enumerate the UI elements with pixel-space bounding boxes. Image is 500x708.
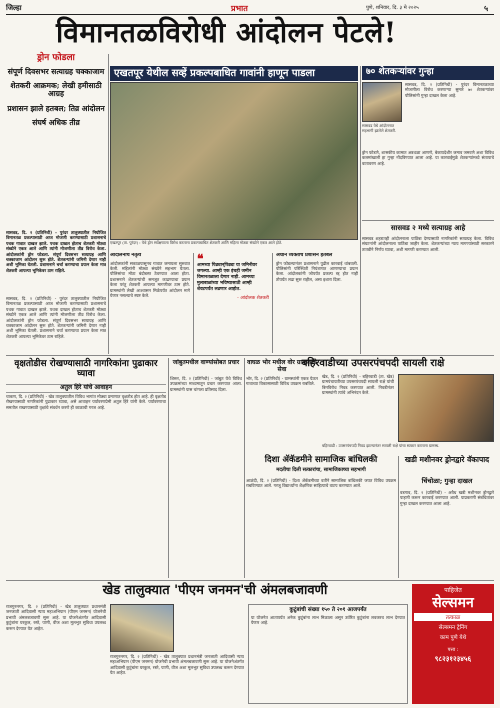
article3-headline: जांबुतमधील वाण्यांसोबत प्रचार (172, 359, 240, 366)
vrule-2 (360, 66, 361, 354)
right-rule (362, 220, 494, 221)
article8-box (248, 604, 408, 704)
article8-body: राजगुरुनगर, दि. २ (प्रतिनिधी) - खेड तालुक्यात प्रधानमंत्री जनजाती आदिवासी न्याय महाअभियान (पीएम जनमन) योजनेची प्रभावी अंमलबजावणी सुरू आहे. या योजनेअंतर्गत आदिवासी कुटुंबांना घरकुल, रस्ते, पाणी, वीज अशा मूलभूत सुविधा उपलब्ध करून देण्यात येत आहेत. (6, 604, 106, 631)
main-photo-caption: एखतपूर (ता. पुरंदर) : येथे ड्रोन सर्वेक्षणाला विरोध करताना प्रकल्पबाधित शेतकरी आणि महिला मोठ्या संख्येने एकत्र आले होते. (110, 240, 283, 245)
article8-box-body: या योजनेत आतापर्यंत अनेक कुटुंबांना लाभ मिळाला असून उर्वरित कुटुंबांना लवकरच लाभ देण्यात येणार आहे. (251, 615, 405, 626)
banner-headline: एखतपूर येथील सव्हें प्रकल्पबाधित गावांनी हाणून पाडला (110, 66, 358, 81)
section-label: जिल्हा (6, 4, 22, 12)
quote-mark-icon: ❝ (197, 252, 204, 266)
right-side-caption: सासवड येथे आंदोलनात सहभागी झालेले शेतकरी. (362, 123, 397, 133)
quote-attribution: - आंदोलक शेतकरी (237, 296, 269, 301)
article2-body: चाकण, दि. २ (प्रतिनिधी) - खेड तालुक्यातील विविध भागांत मोठ्या प्रमाणात वृक्षतोड होत आहे. ही वृक्षतोड रोखण्यासाठी नागरिकांनी पुढाकार घ्यावा, असे आवाहन पर्यावरणप्रेमी अतुल हिरे यांनी केले. पर्यावरणाचा समतोल राखण्यासाठी वृक्षांचे संवर्धन करणे ही काळाची गरज आहे. (6, 394, 166, 410)
article5-headline: बहिरवाडीच्या उपसरपंचपदी सायली राक्षे (301, 358, 445, 369)
right-box-title: ७० शेतकऱ्यांवर गुन्हा (362, 66, 494, 80)
article6-headline: दिशा ॲकॅडमीने सामाजिक बांधिलकी (264, 455, 378, 465)
quote-box (193, 253, 273, 353)
article5-body: खेड, दि. २ (प्रतिनिधी) - बहिरवाडी (ता. खेड) ग्रामपंचायतीच्या उपसरपंचपदी सायली राक्षे यांची बिनविरोध निवड करण्यात आली. निवडीनंतर ग्रामस्थांनी त्यांचे अभिनंदन केले. (322, 374, 394, 396)
vrule-4 (244, 358, 245, 578)
article7-subline: चिंचोळा; गुन्हा दाखल (421, 477, 473, 485)
main-photo (110, 82, 358, 240)
main-headline: विमानतळविरोधी आंदोलन पेटले! (56, 16, 397, 49)
col1-label-farmers: शेतकरी आक्रमक; लेखी हमीसाठी आग्रह (10, 81, 102, 99)
article8-headline: खेड तालुक्यात 'पीएम जनमन'ची अंमलबजावणी (102, 583, 328, 598)
middle-col-body-1 (110, 253, 190, 353)
article5-photo (398, 374, 494, 442)
right-box-intro: सासवड, दि. २ (प्रतिनिधी) - पुरंदर विमानतळाच्या मोजणीला विरोध करणाऱ्या सुमारे ७० शेतकऱ्यांवर पोलिसांनी गुन्हा दाखल केला आहे. (405, 82, 494, 98)
article2-byline: अतुल हिरे यांचे आवाहन (6, 384, 166, 393)
right-sub-body: सासवड शहरातही आंदोलनाला पाठिंबा देण्यासाठी नागरिकांनी सत्याग्रह केला. विविध संघटनांनी आंदोलनाला पाठिंबा जाहीर केला. शेतकऱ्यांच्या न्याय मागण्यांसाठी सरकारने तातडीने निर्णय घ्यावा, अशी मागणी करण्यात आली. (362, 236, 494, 252)
article6-subline: मदतीचा दिली सत्कारांचा, सामाजिकाच्या सहभागी (276, 467, 366, 473)
page-number: ५ (484, 4, 489, 13)
date-line: पुणे, शनिवार, दि. ३ मे २०२५ (366, 5, 419, 11)
article6-body: आळंदी, दि. २ (प्रतिनिधी) - दिशा ॲकॅडमीच्या वतीने सामाजिक बांधिलकी जपत विविध उपक्रम राबविण्यात आले. गरजू विद्यार्थ्यांना शैक्षणिक साहित्याचे वाटप करण्यात आले. (246, 478, 396, 489)
ad-phone: ९८२३१२३४५६ (434, 655, 472, 664)
ad-line3: काम पुणे येथे (439, 635, 467, 642)
quote-text: आमच्या पिढ्यान्‌पिढ्या या जमिनीवर जगल्या. आम्ही एक इंचही जमीन विमानतळाला देणार नाही. आमच्या मुलाबाळांच्या भविष्यासाठी आम्ही शेवटपर्यंत लढणार आहोत. (197, 263, 257, 292)
vrule-3 (168, 358, 169, 578)
middle-col-text: आंदोलकांनी सकाळपासूनच गावात जमायला सुरुवात केली. महिलांनी मोठ्या संख्येने सहभाग घेतला. पोलिसांचा मोठा बंदोबस्त ठेवण्यात आला होता. प्रशासनाने शेतकऱ्यांची समजूत काढण्याचा प्रयत्न केला परंतु शेतकरी आपल्या मागणीवर ठाम होते. ग्रामस्थांनी लेखी आश्वासन मिळेपर्यंत आंदोलन मागे घेणार नसल्याचे स्पष्ट केले. (110, 260, 190, 298)
brand-logo: प्रभात (231, 3, 248, 13)
article7-body: वडगाव, दि. २ (प्रतिनिधी) - अवैध खडी मशीनवर ड्रोनद्वारे पाहणी करून कारवाई करण्यात आली. याप्रकरणी संबंधितांवर गुन्हा दाखल करण्यात आला आहे. (400, 490, 494, 506)
ad-line1: तत्काळ (414, 613, 492, 621)
article5-photo-caption: बहिरवाडी : उपसरपंचपदी निवड झाल्यानंतर सायली राक्षे यांचा सत्कार करताना ग्रामस्थ. (322, 443, 440, 448)
middle-col-heading: आंदोलनाचे नेतृत्व (110, 253, 142, 258)
article3-body: शिरूर, दि. २ (प्रतिनिधी) - जांबुत येथे विविध उपक्रमांच्या माध्यमातून प्रचार करण्यात आला. ग्रामस्थांनी यास चांगला प्रतिसाद दिला. (170, 376, 242, 392)
article8-body-cont: राजगुरुनगर, दि. २ (प्रतिनिधी) - खेड तालुक्यात प्रधानमंत्री जनजाती आदिवासी न्याय महाअभियान (पीएम जनमन) योजनेची प्रभावी अंमलबजावणी सुरू आहे. या योजनेअंतर्गत आदिवासी कुटुंबांना घरकुल, रस्ते, पाणी, वीज अशा मूलभूत सुविधा उपलब्ध करून देण्यात येत आहेत. (110, 654, 244, 676)
col1-body-cont: सासवड, दि. २ (प्रतिनिधी) - पुरंदर तालुक्यातील नियोजित विमानतळ प्रकल्पासाठी आज मोजणी करण्यासाठी प्रशासनाचे पथक गावात दाखल झाले. पथक दाखल होताच शेतकरी मोठ्या संख्येने एकत्र आले आणि त्यांनी मोजणीला तीव्र विरोध केला. आंदोलकांनी ड्रोन फोडला. संपूर्ण दिवसभर सत्याग्रह आणि चक्काजाम आंदोलन सुरू होते. शेतकऱ्यांनी जमिनी देणार नाही अशी भूमिका घेतली. प्रशासनाने चर्चा करण्याचा प्रयत्न केला मात्र शेतकरी आपल्या भूमिकेवर ठाम राहिले. (6, 296, 106, 339)
ad-top: पाहिजेत (444, 587, 462, 594)
right-small-photo (362, 82, 402, 122)
col1-body: सासवड, दि. २ (प्रतिनिधी) - पुरंदर तालुक्यातील नियोजित विमानतळ प्रकल्पासाठी आज मोजणी करण्यासाठी प्रशासनाचे पथक गावात दाखल झाले. पथक दाखल होताच शेतकरी मोठ्या संख्येने एकत्र आले आणि त्यांनी मोजणीला तीव्र विरोध केला. आंदोलकांनी ड्रोन फोडला. संपूर्ण दिवसभर सत्याग्रह आणि चक्काजाम आंदोलन सुरू होते. शेतकऱ्यांनी जमिनी देणार नाही अशी भूमिका घेतली. प्रशासनाने चर्चा करण्याचा प्रयत्न केला मात्र शेतकरी आपल्या भूमिकेवर ठाम राहिले. (6, 230, 106, 273)
article8-box-title: कुटुंबांची संख्या १५० ते २०१ आजपर्यंत (289, 607, 367, 613)
article2-headline: वृक्षतोडीस रोखण्यासाठी नागरिकांना पुढाकार घ्यावा (14, 359, 158, 379)
article8-photo (110, 604, 174, 652)
ad-line2: सेल्समन ट्रेनिंग (438, 625, 468, 632)
vrule-1 (108, 54, 109, 354)
right-sub-title: सासवड २ मध्ये सत्याग्रह आहे (390, 223, 466, 232)
article7-headline: खडी मशीनवर ड्रोनद्वारे वॅकापाद (404, 455, 490, 464)
article4-body: भोर, दि. २ (प्रतिनिधी) - ग्रामस्थांनी एकत्र येऊन गावाच्या विकासासाठी विविध उपक्रम राबविले. (246, 376, 318, 387)
classified-ad (412, 584, 494, 704)
ad-title: सेल्समन (432, 595, 474, 611)
right-body: ड्रोन फोडणे, शासकीय कामात अडथळा आणणे, बेकायदेशीर जमाव जमवणे अशा विविध कलमांखाली हा गुन्हा नोंदविण्यात आला आहे. या कारवाईमुळे शेतकऱ्यांमध्ये संतापाचे वातावरण आहे. (362, 150, 494, 166)
ad-line4: पत्ता : (447, 647, 459, 654)
page-header (6, 4, 494, 15)
col1-label-admin: प्रशासन झाले हतबल; तिव्र आंदोलन (7, 103, 105, 113)
section-divider-2 (6, 580, 494, 581)
col1-label-struggle: संघर्ष अधिक तीव्र (32, 117, 80, 127)
col3-text: ड्रोन फोडल्यानंतर प्रशासनाने पुढील कारवाई थांबवली. पोलिसांनी परिस्थिती नियंत्रणात आणण्याचा प्रयत्न केला. आंदोलकांनी जोपर्यंत प्रकल्प रद्द होत नाही तोपर्यंत लढा सुरू राहील, असा इशारा दिला. (276, 260, 358, 282)
col3-block (276, 253, 358, 353)
vrule-5 (398, 456, 399, 578)
col3-heading: अधीन व्यक्तींचे प्रशासन हतबल (276, 253, 333, 258)
section-divider (6, 355, 494, 356)
col1-label-satyagraha: संपूर्ण दिवसभर सत्याग्रह चक्काजाम (7, 66, 105, 76)
article4-headline: वाघळ भोर मधील वोर ग्रामस्थांचे सेवा (247, 359, 317, 373)
col1-labels (6, 54, 106, 240)
col1-label-drone: ड्रोन फोडला (37, 53, 75, 63)
